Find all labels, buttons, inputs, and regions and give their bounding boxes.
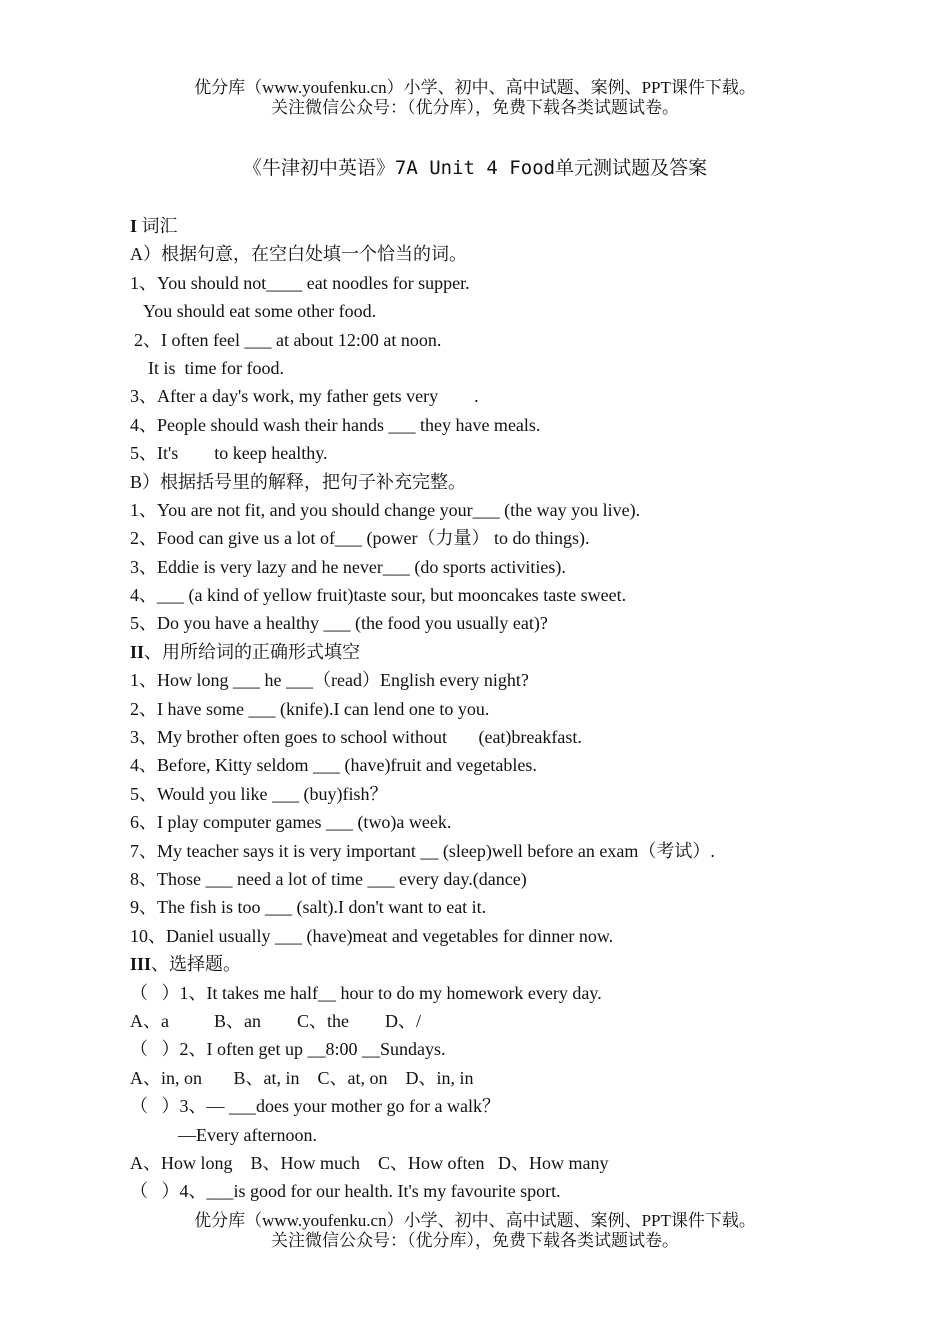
line-text: 6、I play computer games ___ (two)a week. xyxy=(130,812,452,833)
line-text: 9、The fish is too ___ (salt).I don't want to eat it. xyxy=(130,897,487,918)
text-line xyxy=(130,780,890,808)
line-text: —Every afternoon. xyxy=(178,1124,317,1145)
text-line xyxy=(130,1177,890,1205)
text-line xyxy=(130,326,890,354)
text-line xyxy=(130,1149,890,1177)
line-text: 4、People should wash their hands ___ they have meals. xyxy=(130,414,541,435)
text-line xyxy=(130,979,890,1007)
text-line xyxy=(130,723,890,751)
text-line xyxy=(130,695,890,723)
text-line xyxy=(130,382,890,410)
text-line xyxy=(130,751,890,779)
line-text: 2、I have some ___ (knife).I can lend one to you. xyxy=(130,698,490,719)
line-text: 、用所给词的正确形式填空 xyxy=(144,641,361,662)
line-text: A、How long B、How much C、How often D、How many xyxy=(130,1152,609,1173)
text-line xyxy=(130,1035,890,1063)
section-heading xyxy=(130,638,890,666)
page-title: 《牛津初中英语》7A Unit 4 Food单元测试题及答案 xyxy=(242,157,708,179)
text-line xyxy=(130,922,890,950)
text-line xyxy=(130,837,890,865)
line-text: 4、Before, Kitty seldom ___ (have)fruit and vegetables. xyxy=(130,755,537,776)
line-text: A、in, on B、at, in C、at, on D、in, in xyxy=(130,1067,474,1088)
footer-line-2: 关注微信公众号：（优分库），免费下载各类试题试卷。 xyxy=(271,1231,679,1250)
line-text: （ ）2、I often get up __8:00 __Sundays. xyxy=(130,1039,446,1060)
text-line xyxy=(130,609,890,637)
text-line xyxy=(130,581,890,609)
section-numeral: II xyxy=(130,641,145,662)
line-text: 4、___ (a kind of yellow fruit)taste sour, but mooncakes taste sweet. xyxy=(130,585,627,606)
line-text: 词汇 xyxy=(137,216,178,236)
text-line xyxy=(130,496,890,524)
document-body xyxy=(130,212,890,1206)
section-heading xyxy=(130,950,890,978)
footer-line-1: 优分库（www.youfenku.cn）小学、初中、高中试题、案例、PPT课件下载。 xyxy=(194,1211,756,1230)
line-text: 10、Daniel usually ___ (have)meat and vegetables for dinner now. xyxy=(130,925,614,946)
line-text: 7、My teacher says it is very important __ (sleep)well before an exam（考试）. xyxy=(130,840,715,861)
line-text: A、a B、an C、the D、/ xyxy=(130,1010,421,1031)
line-text: 8、Those ___ need a lot of time ___ every day.(dance) xyxy=(130,868,527,889)
line-text: （ ）1、It takes me half__ hour to do my homework every day. xyxy=(130,982,602,1003)
line-text: （ ）4、___is good for our health. It's my favourite sport. xyxy=(130,1181,561,1202)
text-line xyxy=(130,297,890,325)
text-line xyxy=(130,1092,890,1120)
section-heading xyxy=(130,212,890,240)
text-line xyxy=(130,666,890,694)
line-text: 5、It's to keep healthy. xyxy=(130,443,328,464)
text-line xyxy=(130,808,890,836)
line-text: 、选择题。 xyxy=(151,954,242,975)
header-line-2: 关注微信公众号：（优分库），免费下载各类试题试卷。 xyxy=(271,98,679,117)
text-line xyxy=(130,240,890,268)
section-numeral: III xyxy=(130,954,152,975)
text-line xyxy=(130,1121,890,1149)
line-text: B）根据括号里的解释，把句子补充完整。 xyxy=(130,471,467,492)
line-text: A）根据句意，在空白处填一个恰当的词。 xyxy=(130,244,467,265)
line-text: 1、You should not____ eat noodles for supper. xyxy=(130,272,470,293)
line-text: You should eat some other food. xyxy=(143,301,377,322)
text-line xyxy=(130,439,890,467)
line-text: 5、Do you have a healthy ___ (the food you usually eat)? xyxy=(130,613,548,634)
line-text: 3、Eddie is very lazy and he never___ (do sports activities). xyxy=(130,556,566,577)
line-text: 5、Would you like ___ (buy)fish？ xyxy=(130,783,388,804)
line-text: 2、I often feel ___ at about 12:00 at noon. xyxy=(134,329,442,350)
line-text: （ ）3、— ___does your mother go for a walk？ xyxy=(130,1096,500,1117)
text-line xyxy=(130,524,890,552)
text-line xyxy=(130,1064,890,1092)
line-text: 3、My brother often goes to school without (eat)breakfast. xyxy=(130,727,582,748)
text-line xyxy=(130,411,890,439)
text-line xyxy=(130,1007,890,1035)
text-line xyxy=(130,468,890,496)
header-line-1: 优分库（www.youfenku.cn）小学、初中、高中试题、案例、PPT课件下载。 xyxy=(194,78,756,97)
line-text: 1、How long ___ he ___（read）English every night? xyxy=(130,670,529,691)
line-text: 2、Food can give us a lot of___ (power（力量） to do things). xyxy=(130,528,590,549)
line-text: It is time for food. xyxy=(148,357,284,378)
text-line xyxy=(130,269,890,297)
text-line xyxy=(130,354,890,382)
line-text: 3、After a day's work, my father gets very . xyxy=(130,386,479,407)
text-line xyxy=(130,865,890,893)
text-line xyxy=(130,553,890,581)
section-numeral: I xyxy=(130,216,138,236)
text-line xyxy=(130,893,890,921)
line-text: 1、You are not fit, and you should change your___ (the way you live). xyxy=(130,499,641,520)
